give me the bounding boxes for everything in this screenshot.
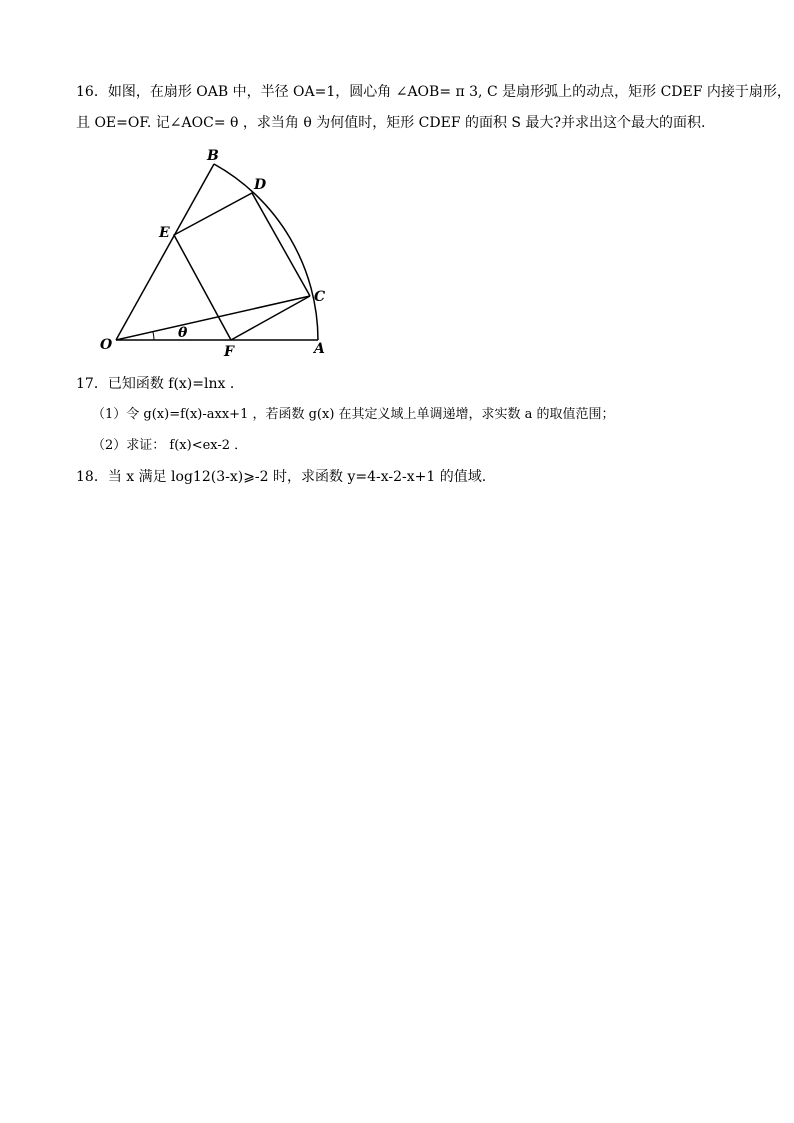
angle-theta-arc xyxy=(153,332,154,340)
q17-part-1: （1）令 g(x)=f(x)-axx+1 ，若函数 g(x) 在其定义域上单调递增，求实数 a 的取值范围； xyxy=(92,407,615,422)
label-A: A xyxy=(314,341,325,357)
label-B: B xyxy=(207,148,219,164)
label-O: O xyxy=(100,337,113,353)
rectangle-CDEF xyxy=(174,193,310,340)
sector-figure xyxy=(96,146,346,366)
segment-CF xyxy=(231,296,310,340)
q17-part-2: （2）求证： f(x)<ex-2 ． xyxy=(92,438,248,453)
label-D: D xyxy=(254,177,267,193)
label-C: C xyxy=(314,289,326,305)
label-F: F xyxy=(224,344,234,360)
q18-text: 18．当 x 满足 log12(3-x)⩾-2 时，求函数 y=4-x-2-x+1 的值域. xyxy=(76,469,487,485)
segment-OC xyxy=(116,296,310,340)
label-E: E xyxy=(159,225,170,241)
q16-line-1: 16．如图，在扇形 OAB 中，半径 OA=1，圆心角 ∠AOB= π 3, C 是扇形弧上的动点，矩形 CDEF 内接于扇形， xyxy=(76,84,791,100)
q16-line-2: 且 OE=OF. 记∠AOC= θ ，求当角 θ 为何值时，矩形 CDEF 的面积 S 最大?并求出这个最大的面积. xyxy=(76,115,706,131)
radius-OB xyxy=(116,164,214,340)
label-theta: θ xyxy=(178,325,188,341)
q17-stem: 17．已知函数 f(x)=lnx ． xyxy=(76,376,244,392)
